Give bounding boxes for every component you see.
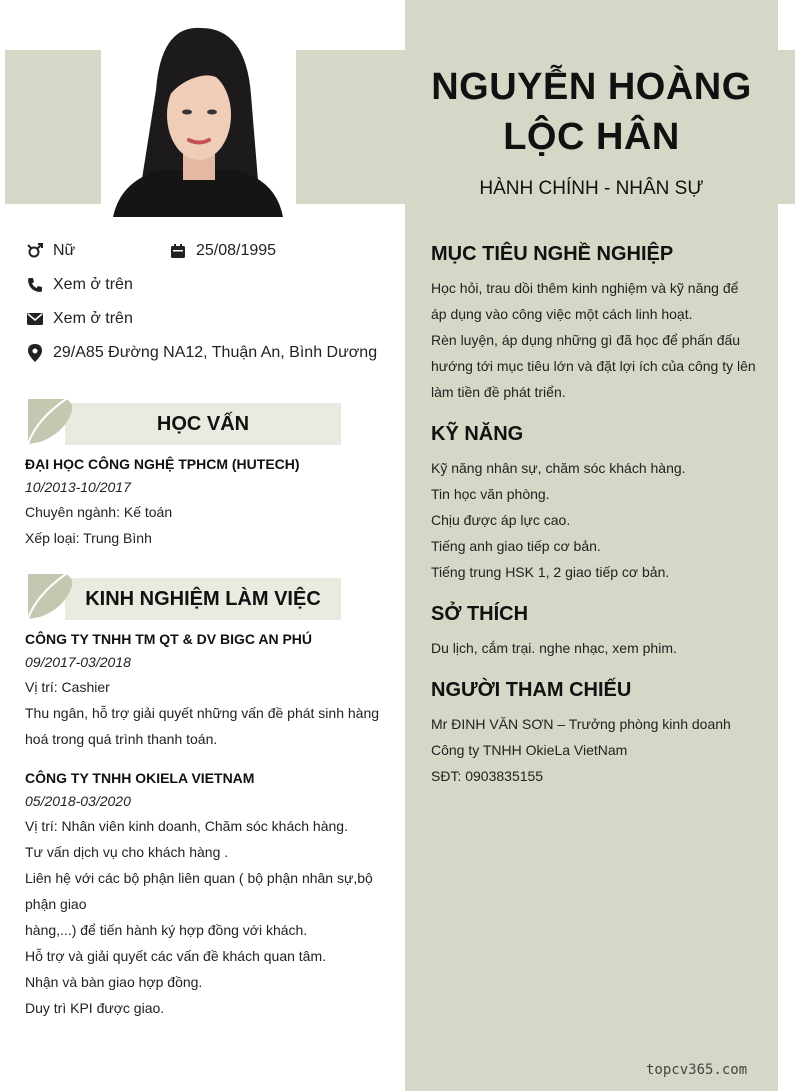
- company-name: CÔNG TY TNHH TM QT & DV BIGC AN PHÚ: [25, 631, 312, 647]
- job-line: Duy trì KPI được giao.: [25, 1000, 165, 1016]
- reference-line: Công ty TNHH OkieLa VietNam: [431, 742, 628, 758]
- address-value: 29/A85 Đường NA12, Thuận An, Bình Dương: [53, 344, 378, 361]
- header-band-left: [5, 50, 101, 204]
- reference-title: NGƯỜI THAM CHIẾU: [431, 679, 632, 701]
- skill-item: Tiếng anh giao tiếp cơ bản.: [431, 538, 601, 554]
- gender-value: Nữ: [53, 242, 76, 259]
- objective-line: Học hỏi, trau dồi thêm kinh nghiệm và kỹ năng để: [431, 280, 739, 296]
- job-line: Liên hệ với các bộ phận liên quan ( bộ phận nhân sự,bộ: [25, 870, 373, 886]
- candidate-name: [405, 62, 778, 162]
- phone-value: Xem ở trên: [53, 276, 133, 293]
- email-icon: [25, 309, 45, 329]
- header-band-middle: [296, 50, 405, 204]
- name-line-2: LỘC HÂN: [503, 116, 680, 158]
- job-period: 09/2017-03/2018: [25, 654, 131, 670]
- objective-line: làm tiền đề phát triển.: [431, 384, 566, 400]
- education-heading: [25, 398, 341, 444]
- phone-row: [25, 274, 133, 296]
- job-line: phận giao: [25, 896, 87, 912]
- job-line: Tư vấn dịch vụ cho khách hàng .: [25, 844, 229, 860]
- job-period: 05/2018-03/2020: [25, 793, 131, 809]
- reference-line: Mr ĐINH VĂN SƠN – Trưởng phòng kinh doanh: [431, 716, 731, 732]
- gender-icon: [25, 241, 45, 261]
- name-line-1: NGUYỄN HOÀNG: [431, 66, 752, 108]
- job-line: Vị trí: Cashier: [25, 679, 110, 695]
- skill-item: Kỹ năng nhân sự, chăm sóc khách hàng.: [431, 460, 686, 476]
- hobbies-title: SỞ THÍCH: [431, 603, 529, 625]
- skill-item: Tin học văn phòng.: [431, 486, 550, 502]
- job-line: Nhận và bàn giao hợp đồng.: [25, 974, 203, 990]
- hobby-item: Du lịch, cắm trại. nghe nhạc, xem phim.: [431, 640, 677, 656]
- skills-title: KỸ NĂNG: [431, 423, 524, 445]
- email-row: [25, 308, 133, 330]
- company-name: CÔNG TY TNHH OKIELA VIETNAM: [25, 770, 255, 786]
- education-line: Xếp loại: Trung Bình: [25, 530, 152, 546]
- profile-photo: [101, 20, 296, 217]
- birthday-value: 25/08/1995: [196, 242, 277, 259]
- job-line: hàng,...) để tiến hành ký hợp đồng với khách.: [25, 922, 308, 938]
- address-row: [25, 342, 377, 364]
- job-line: Thu ngân, hỗ trợ giải quyết những vấn đề phát sinh hàng: [25, 705, 380, 721]
- education-period: 10/2013-10/2017: [25, 479, 131, 495]
- job-title: HÀNH CHÍNH - NHÂN SỰ: [479, 178, 704, 199]
- reference-line: SĐT: 0903835155: [431, 768, 544, 784]
- watermark: topcv365.com: [646, 1062, 748, 1078]
- email-value: Xem ở trên: [53, 310, 133, 327]
- education-title: HỌC VẤN: [156, 413, 250, 435]
- gender-row: [25, 240, 75, 262]
- skill-item: Tiếng trung HSK 1, 2 giao tiếp cơ bản.: [431, 564, 670, 580]
- objective-line: Rèn luyện, áp dụng những gì đã học để phấn đấu: [431, 332, 741, 348]
- location-icon: [25, 343, 45, 363]
- birthday-row: [168, 240, 276, 262]
- phone-icon: [25, 275, 45, 295]
- job-line: Vị trí: Nhân viên kinh doanh, Chăm sóc khách hàng.: [25, 818, 348, 834]
- experience-title: KINH NGHIỆM LÀM VIỆC: [85, 588, 321, 610]
- job-line: hoá trong quá trình thanh toán.: [25, 731, 218, 747]
- objective-line: hướng tới mục tiêu lớn và đặt lợi ích của công ty lên: [431, 358, 756, 374]
- education-line: Chuyên ngành: Kế toán: [25, 504, 173, 520]
- job-line: Hỗ trợ và giải quyết các vấn đề khách quan tâm.: [25, 948, 327, 964]
- experience-heading: [25, 573, 341, 619]
- objective-line: áp dụng vào công việc một cách linh hoạt.: [431, 306, 693, 322]
- header-band-right: [778, 50, 795, 204]
- calendar-icon: [168, 241, 188, 261]
- skill-item: Chịu được áp lực cao.: [431, 512, 571, 528]
- objective-title: MỤC TIÊU NGHỀ NGHIỆP: [431, 243, 674, 265]
- school-name: ĐẠI HỌC CÔNG NGHỆ TPHCM (HUTECH): [25, 456, 300, 472]
